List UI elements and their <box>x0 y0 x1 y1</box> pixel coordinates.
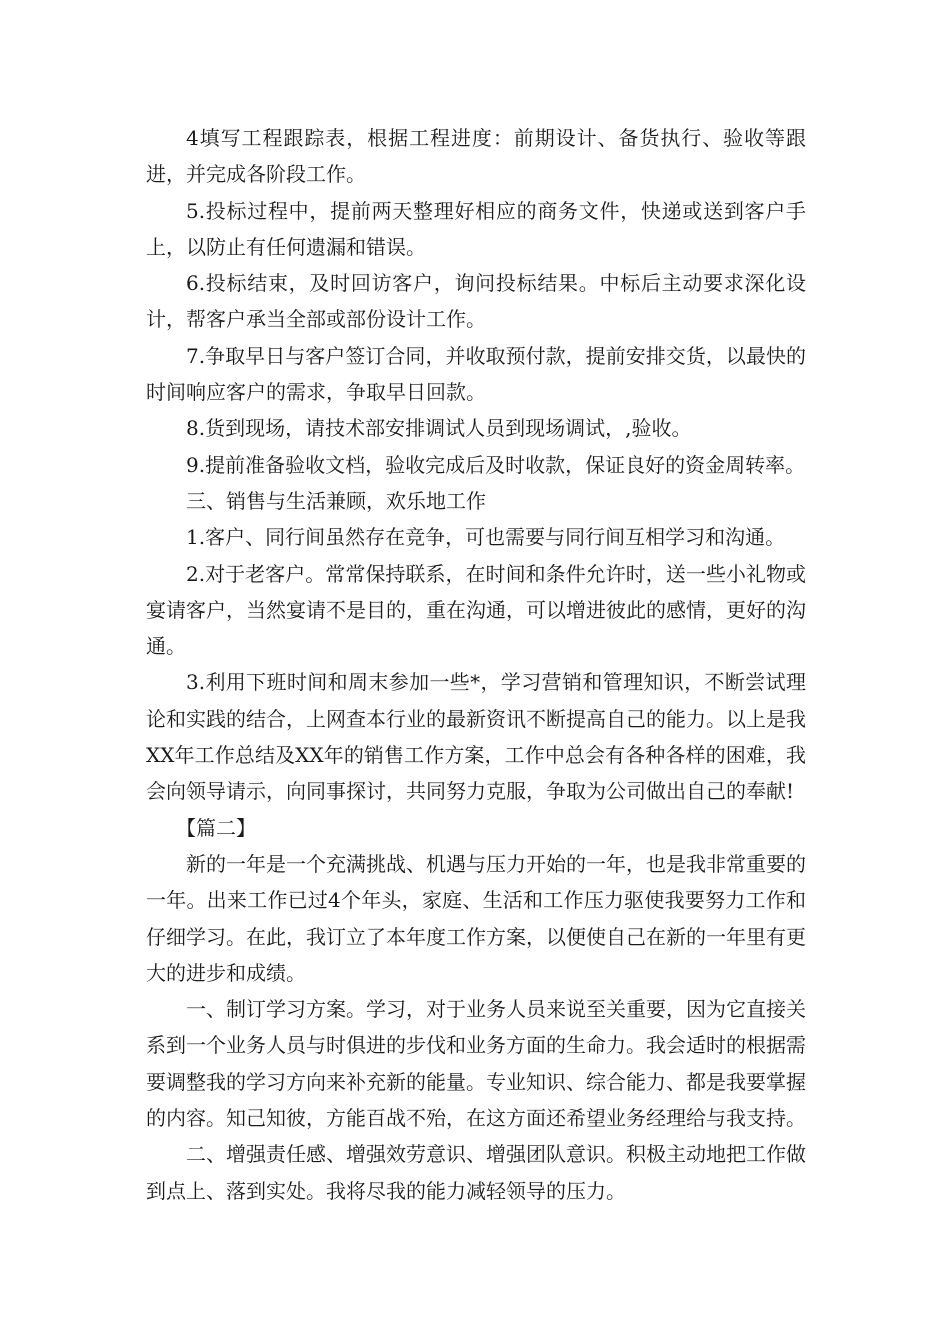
paragraph-step-4: 4填写工程跟踪表，根据工程进度：前期设计、备货执行、验收等跟进，并完成各阶段工作。 <box>146 126 806 187</box>
paragraph-responsibility: 二、增强责任感、增强效劳意识、增强团队意识。积极主动地把工作做到点上、落到实处。我将尽我的能力减轻领导的压力。 <box>146 1142 806 1203</box>
paragraph-step-8: 8.货到现场，请技术部安排调试人员到现场调试，,验收。 <box>186 416 692 441</box>
section-marker-part-two: 【篇二】 <box>176 815 256 840</box>
paragraph-step-9: 9.提前准备验收文档，验收完成后及时收款，保证良好的资金周转率。 <box>186 452 806 477</box>
paragraph-step-5: 5.投标过程中，提前两天整理好相应的商务文件，快递或送到客户手上，以防止有任何遗漏和错误。 <box>146 198 806 259</box>
paragraph-step-7: 7.争取早日与客户签订合同，并收取预付款，提前安排交货，以最快的时间响应客户的需求，争取早日回款。 <box>146 343 806 405</box>
section-heading-3: 三、销售与生活兼顾，欢乐地工作 <box>186 488 486 513</box>
paragraph-item-1: 1.客户、同行间虽然存在竞争，可也需要与同行间互相学习和沟通。 <box>186 525 786 550</box>
document-body <box>146 120 806 1209</box>
paragraph-intro: 新的一年是一个充满挑战、机遇与压力开始的一年，也是我非常重要的一年。出来工作已过4个年头，家庭、生活和工作压力驱使我要努力工作和仔细学习。在此，我订立了本年度工作方案，以便使自己在新的一年里有更大的进步和成绩。 <box>146 851 806 985</box>
paragraph-item-2: 2.对于老客户。常常保持联系，在时间和条件允许时，送一些小礼物或宴请客户，当然宴请不是目的，重在沟通，可以增进彼此的感情，更好的沟通。 <box>146 561 806 659</box>
paragraph-study-plan: 一、制订学习方案。学习，对于业务人员来说至关重要，因为它直接关系到一个业务人员与时俱进的步伐和业务方面的生命力。我会适时的根据需要调整我的学习方向来补充新的能量。专业知识、综合能力、都是我要掌握的内容。知己知彼，方能百战不殆，在这方面还希望业务经理给与我支持。 <box>146 997 806 1131</box>
paragraph-step-6: 6.投标结束，及时回访客户，询问投标结果。中标后主动要求深化设计，帮客户承当全部或部份设计工作。 <box>146 271 806 332</box>
paragraph-item-3: 3.利用下班时间和周末参加一些*，学习营销和管理知识，不断尝试理论和实践的结合，上网查本行业的最新资讯不断提高自己的能力。以上是我XX年工作总结及XX年的销售工作方案，工作中总会有各种各样的困难，我会向领导请示，向同事探讨，共同努力克服，争取为公司做出自己的奉献! <box>146 670 806 804</box>
